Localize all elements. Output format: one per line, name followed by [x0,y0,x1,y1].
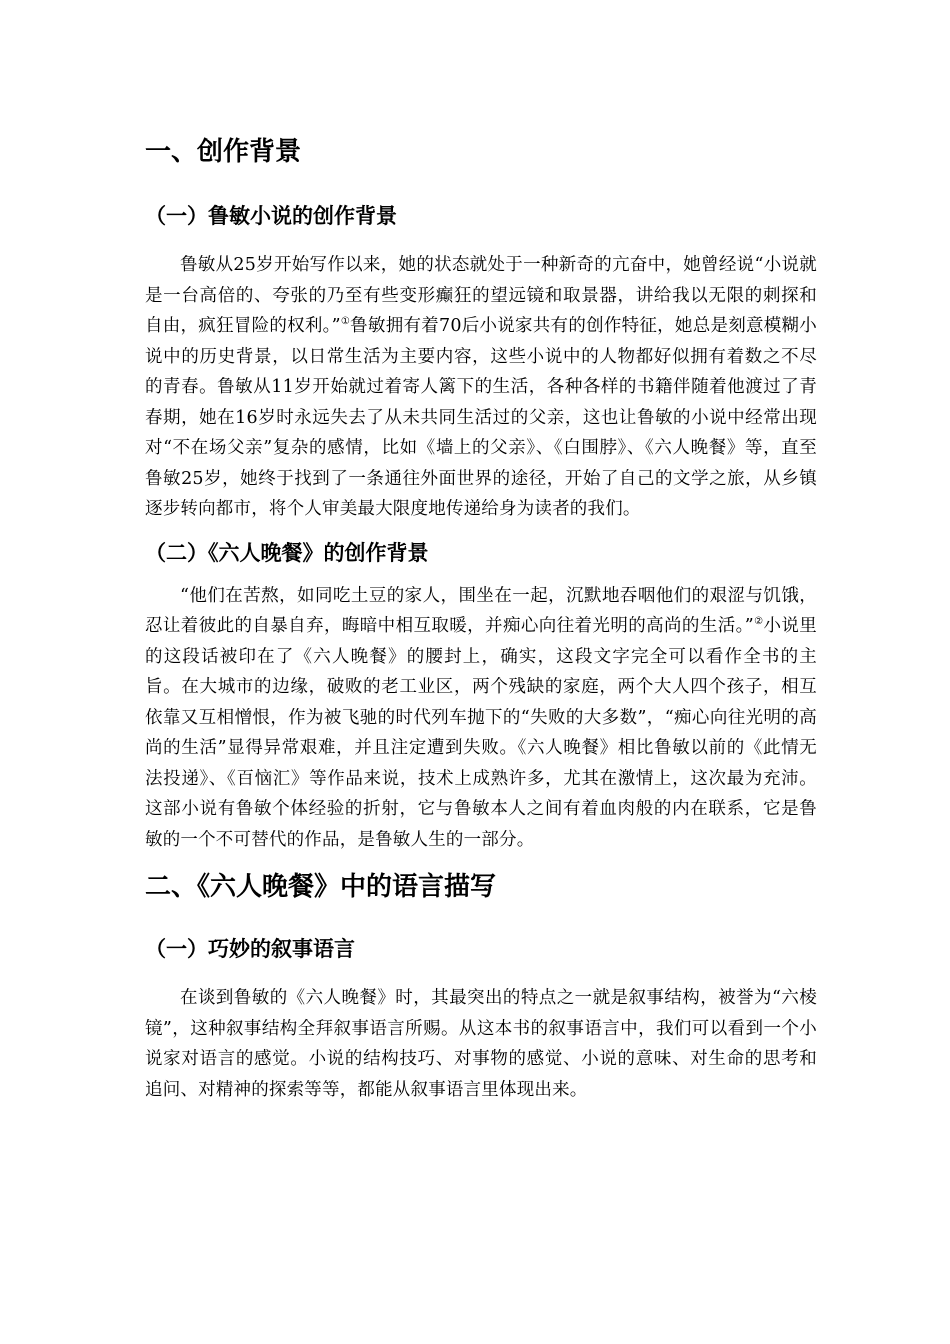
paragraph-text: 小说里的这段话被印在了《六人晚餐》的腰封上，确实，这段文字完全可以看作全书的主旨。在大城市的边缘，破败的老工业区，两个残缺的家庭，两个大人四个孩子，相互依靠又互相憎恨，作为被飞驰的时代列车抛下的“失败的大多数”，“痴心向往光明的高尚的生活”显得异常艰难，并且注定遭到失败。《六人晚餐》相比鲁敏以前的《此情无法投递》、《百恼汇》等作品来说，技术上成熟许多，尤其在激情上，这次最为充沛。这部小说有鲁敏个体经验的折射，它与鲁敏本人之间有着血肉般的内在联系，它是鲁敏的一个不可替代的作品，是鲁敏人生的一部分。 [145,616,817,850]
paragraph-novel-background [145,581,817,856]
section-heading-language-description: 二、《六人晚餐》中的语言描写 [145,872,497,902]
document-body [145,132,817,1105]
subsection-heading-narrative-language: （一）巧妙的叙事语言 [145,937,355,961]
footnote-marker: ② [753,616,764,627]
subsection-heading-lumin-background: （一）鲁敏小说的创作背景 [145,204,397,228]
footnote-marker: ① [340,316,351,327]
subsection-heading-novel-background: （二）《六人晚餐》的创作背景 [145,540,429,565]
paragraph-text: “他们在苦熬，如同吃土豆的家人，围坐在一起，沉默地吞咽他们的艰涩与饥饿，忍让着彼此的自暴自弃，晦暗中相互取暖，并痴心向往着光明的高尚的生活。” [145,585,817,636]
paragraph-text: 鲁敏从25岁开始写作以来，她的状态就处于一种新奇的亢奋中，她曾经说“小说就是一台高倍的、夸张的乃至有些变形癫狂的望远镜和取景器，讲给我以无限的刺探和自由，疯狂冒险的权利。” [145,255,817,336]
paragraph-lumin-background [145,250,817,525]
paragraph-text: 鲁敏拥有着70后小说家共有的创作特征，她总是刻意模糊小说中的历史背景，以日常生活为主要内容，这些小说中的人物都好似拥有着数之不尽的青春。鲁敏从11岁开始就过着寄人篱下的生活，各种各样的书籍伴随着他渡过了青春期，她在16岁时永远失去了从未共同生活过的父亲，这也让鲁敏的小说中经常出现对“不在场父亲”复杂的感情，比如《墙上的父亲》、《白围脖》、《六人晚餐》等，直至鲁敏25岁，她终于找到了一条通往外面世界的途径，开始了自己的文学之旅，从乡镇逐步转向都市，将个人审美最大限度地传递给身为读者的我们。 [145,316,817,519]
section-heading-creation-background: 一、创作背景 [145,137,302,167]
paragraph-narrative-language: 在谈到鲁敏的《六人晚餐》时，其最突出的特点之一就是叙事结构，被誉为“六棱镜”，这种叙事结构全拜叙事语言所赐。从这本书的叙事语言中，我们可以看到一个小说家对语言的感觉。小说的结构技巧、对事物的感觉、小说的意味、对生命的思考和追问、对精神的探索等等，都能从叙事语言里体现出来。 [145,988,817,1100]
